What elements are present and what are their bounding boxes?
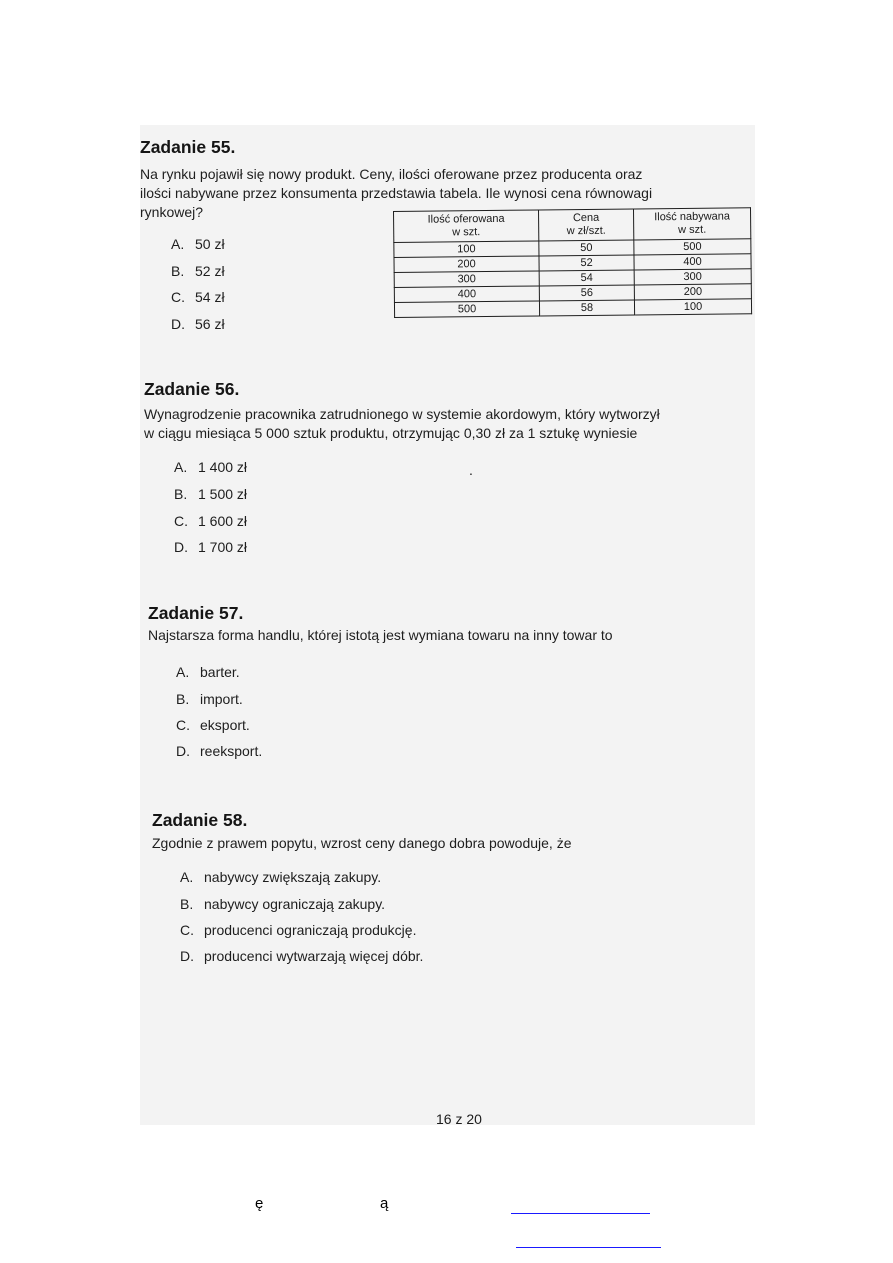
- task-57-option-d: D. reeksport.: [176, 743, 263, 759]
- task-56-question-line-1: Wynagrodzenie pracownika zatrudnionego w systemie akordowym, który wytworzył: [144, 406, 660, 422]
- task-57-question-line-1: Najstarsza forma handlu, której istotą jest wymiana towaru na inny towar to: [148, 627, 613, 643]
- market-table: [393, 207, 752, 318]
- footer-link-underline[interactable]: [516, 1247, 661, 1248]
- task-58-heading: Zadanie 58.: [152, 810, 248, 830]
- task-55-question-line-2: ilości nabywane przez konsumenta przedstawia tabela. Ile wynosi cena równowagi: [140, 185, 653, 201]
- page-number: 16 z 20: [436, 1111, 482, 1127]
- task-55-option-c: C. 54 zł: [171, 289, 225, 305]
- task-57-option-a: A. barter.: [176, 664, 240, 680]
- stray-dot: .: [469, 462, 473, 478]
- header-price: Cena w zł/szt.: [538, 209, 633, 241]
- task-56-option-d: D. 1 700 zł: [174, 539, 248, 555]
- table-row: 500 58 100: [394, 299, 751, 318]
- footer-glyph-e: ę: [255, 1195, 264, 1212]
- task-58-option-d: D. producenci wytwarzają więcej dóbr.: [180, 948, 424, 964]
- table-row: 200 52 400: [394, 254, 751, 273]
- task-58-question-line-1: Zgodnie z prawem popytu, wzrost ceny danego dobra powoduje, że: [152, 835, 572, 851]
- task-57-option-b: B. import.: [176, 691, 243, 707]
- task-58-option-b: B. nabywcy ograniczają zakupy.: [180, 896, 386, 912]
- task-56-option-b: B. 1 500 zł: [174, 486, 248, 502]
- task-56-option-c: C. 1 600 zł: [174, 513, 248, 529]
- header-demanded: Ilość nabywana w szt.: [633, 208, 750, 240]
- task-55-heading: Zadanie 55.: [140, 137, 236, 157]
- header-supplied: Ilość oferowana w szt.: [394, 210, 539, 243]
- footer-glyph-a: ą: [380, 1195, 389, 1212]
- task-56-question-line-2: w ciągu miesiąca 5 000 sztuk produktu, otrzymując 0,30 zł za 1 sztukę wyniesie: [144, 425, 638, 441]
- table-row: 100 50 500: [394, 239, 751, 258]
- task-55-question-line-1: Na rynku pojawił się nowy produkt. Ceny, ilości oferowane przez producenta oraz: [140, 166, 643, 182]
- table-header-row: [394, 208, 751, 243]
- task-55-option-d: D. 56 zł: [171, 316, 225, 332]
- task-55-question-line-3: rynkowej?: [140, 204, 204, 220]
- footer-link-underline[interactable]: [511, 1213, 650, 1214]
- table-row: 400 56 200: [394, 284, 751, 303]
- task-56-option-a: A. 1 400 zł: [174, 459, 248, 475]
- task-56-heading: Zadanie 56.: [144, 379, 240, 399]
- task-55-option-b: B. 52 zł: [171, 263, 225, 279]
- task-58-option-c: C. producenci ograniczają produkcję.: [180, 922, 417, 938]
- task-58-option-a: A. nabywcy zwiększają zakupy.: [180, 869, 382, 885]
- table-row: 300 54 300: [394, 269, 751, 288]
- task-57-heading: Zadanie 57.: [148, 603, 244, 623]
- task-57-option-c: C. eksport.: [176, 717, 250, 733]
- task-55-option-a: A. 50 zł: [171, 236, 225, 252]
